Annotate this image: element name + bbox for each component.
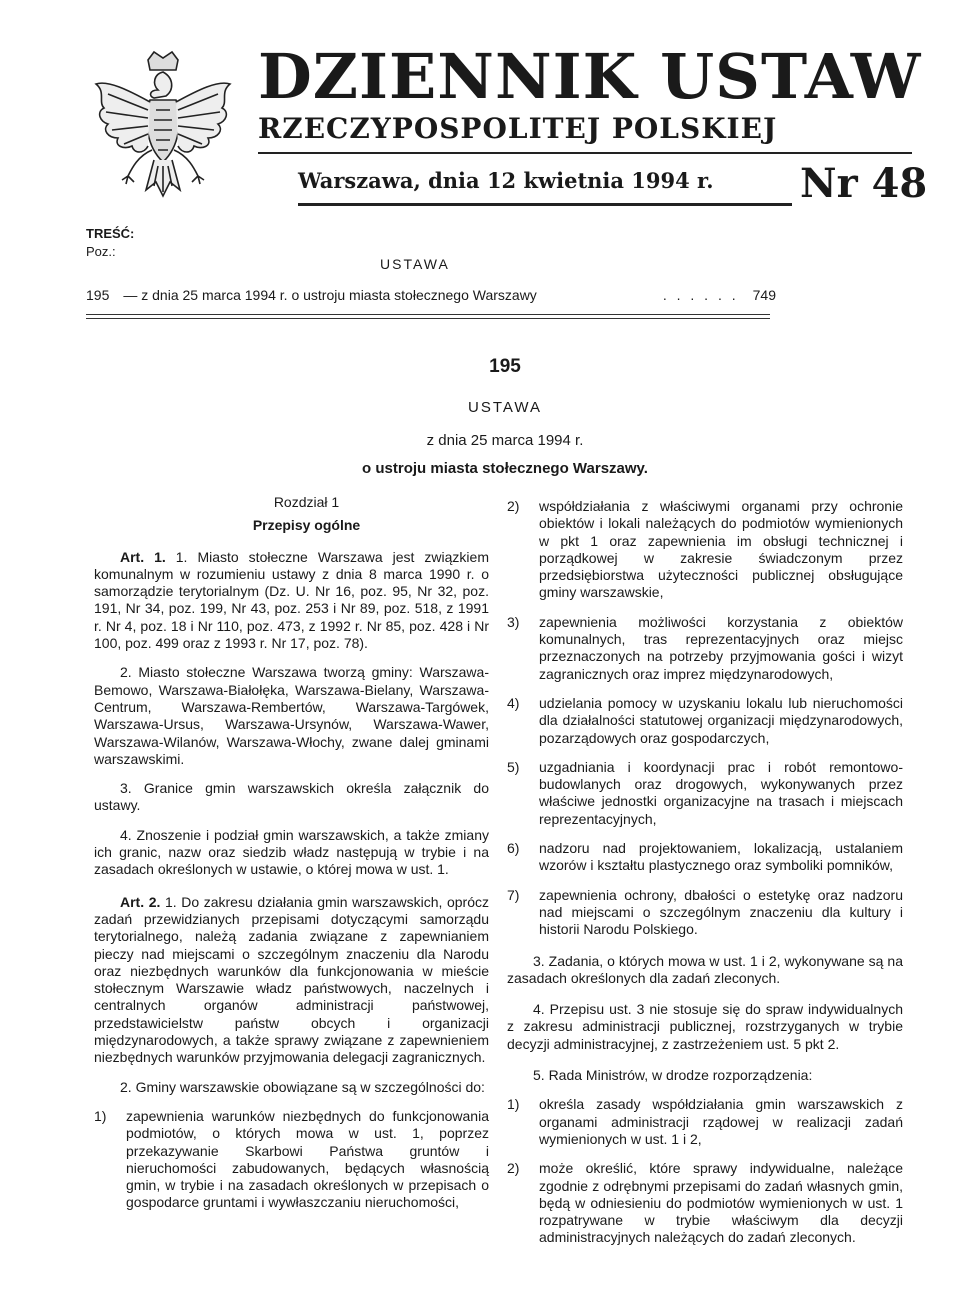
- list-item-number: 1): [507, 1096, 520, 1113]
- polish-eagle-emblem-icon: [88, 50, 238, 210]
- list-item-text: zapewnienia warunków niezbędnych do funkcjonowania podmiotów, o których mowa w ust. 1, poprzez przekazywanie Skarbowi Państwa gruntów i nieruchomości zabudowanych, będących własnością gmin, w trybie i na zasadach określonych w przepisach o gospodarce gruntami i wywłaszczaniu nieruchomości,: [126, 1107, 489, 1211]
- list-item: [507, 840, 903, 875]
- art2-p1-text: 1. Do zakresu działania gmin warszawskich, oprócz zadań przewidzianych przepisami dotyczącymi samorządu terytorialnego, należą zadania związane z zapewnianiem pieczy nad miejscami o szczególnym znaczeniu dla Narodu oraz niezbędnych warunków dla funkcjonowania w mieście stołecznym Warszawie władz państwowych, naczelnych i centralnych organów administracji państwowej, przedstawicielstw państw obcych i organizacji międzynarodowych, a także sprawy związane z zapewnieniem niezbędnych warunków przyjmowania delegacji zagranicznych.: [94, 893, 489, 1066]
- contents-entry-page: 749: [752, 287, 776, 303]
- list-item-text: określa zasady współdziałania gmin warszawskich z organami administracji rządowej w realizacji zadań wymienionych w ust. 1 i 2,: [539, 1096, 903, 1147]
- masthead-subtitle: RZECZYPOSPOLITEJ POLSKIEJ: [258, 112, 778, 145]
- list-item: [507, 887, 903, 939]
- contents-rule-bottom: [86, 318, 770, 319]
- art2-paragraph-5: 5. Rada Ministrów, w drodze rozporządzenia:: [533, 1067, 813, 1084]
- art2-label: Art. 2.: [120, 893, 161, 910]
- act-number: 195: [489, 356, 521, 377]
- issue-date: Warszawa, dnia 12 kwietnia 1994 r.: [298, 168, 714, 193]
- list-item: [94, 1108, 489, 1212]
- list-item: [507, 759, 903, 828]
- list-item: [507, 1096, 903, 1148]
- art2-paragraph-2: 2. Gminy warszawskie obowiązane są w szczególności do:: [120, 1078, 485, 1095]
- contents-entry: [86, 287, 776, 303]
- art1-label: Art. 1.: [120, 548, 166, 565]
- list-item-number: 5): [507, 758, 520, 775]
- list-item-number: 7): [507, 886, 520, 903]
- chapter-label: Rozdział 1: [273, 494, 340, 510]
- list-item-text: może określić, które sprawy indywidualne, należące zgodnie z odrębnymi przepisami do zadań własnych gmin, będą w odniesieniu do podmiotów wymienionych w ust. 1 rozpatrywane w trybie właściwym dla decyzji administracyjnych należących do zadań zleconych.: [539, 1160, 903, 1246]
- contents-entry-number: 195: [86, 287, 110, 303]
- list-item: [507, 614, 903, 683]
- left-column: [94, 494, 489, 1212]
- issue-number: Nr 48: [800, 160, 928, 207]
- list-item: [507, 498, 903, 602]
- act-type: USTAWA: [468, 399, 542, 416]
- art1-paragraph-4: 4. Znoszenie i podział gmin warszawskich, a także zmiany ich granic, nazw oraz siedzib władz następują w trybie i na zasadach określonych w ustawie, o której mowa w ust. 1.: [94, 826, 489, 878]
- contents-entry-text: — z dnia 25 marca 1994 r. o ustroju miasta stołecznego Warszawy: [123, 287, 537, 303]
- list-item-number: 6): [507, 840, 520, 857]
- list-item-text: zapewnienia możliwości korzystania z obiektów komunalnych, tras reprezentacyjnych oraz miejsc przeznaczonych na potrzeby przyjmowania gości i wizyt zagranicznych oraz imprez międzynarodowych,: [539, 613, 903, 682]
- art1-paragraph-3: 3. Granice gmin warszawskich określa załącznik do ustawy.: [94, 780, 489, 814]
- list-item-number: 1): [94, 1107, 107, 1124]
- contents-entry-dots: . . . . . .: [662, 287, 739, 303]
- contents-rule-top: [86, 314, 770, 315]
- list-item-number: 4): [507, 694, 520, 711]
- list-item-text: nadzoru nad projektowaniem, lokalizacją, ustalaniem wzorów i kształtu plastycznego oraz symboliki pomników,: [539, 840, 903, 874]
- list-item-text: współdziałania z właściwymi organami przy ochronie obiektów i lokali należących do podmiotów wymienionych w pkt 1 oraz zapewnienia im obsługi technicznej i porządkowej w zakresie świadczonym przez przedsiębiorstwa użyteczności publicznej obsługujące gminy warszawskie,: [539, 498, 903, 601]
- contents-poz-label: Poz.:: [86, 244, 116, 259]
- list-item-number: 2): [507, 1160, 520, 1177]
- act-title: o ustroju miasta stołecznego Warszawy.: [362, 460, 648, 477]
- list-item-text: uzgadniania i koordynacji prac i robót remontowo-budowlanych oraz drogowych, wykonywanych przez właściwe jednostki organizacyjne na trasach i miejscach reprezentacyjnych,: [539, 758, 903, 827]
- contents-heading: TREŚĆ:: [86, 226, 135, 241]
- list-item-text: zapewnienia ochrony, dbałości o estetykę oraz nadzoru nad miejscami o szczególnym znaczeniu dla kultury i historii Narodu Polskiego.: [539, 886, 903, 938]
- right-column: [507, 498, 903, 1247]
- art1-paragraph-2: 2. Miasto stołeczne Warszawa tworzą gminy: Warszawa-Bemowo, Warszawa-Białołęka, Warszawa-Bielany, Warszawa-Centrum, Warszawa-Rembertów, Warszawa-Targówek, Warszawa-Ursus, Warszawa-Ursynów, Warszawa-Wawer, Warszawa-Wilanów, Warszawa-Włochy, zwane dalej gminami warszawskimi.: [94, 664, 489, 767]
- art1-p1-text: 1. Miasto stołeczne Warszawa jest związkiem komunalnym w rozumieniu ustawy z dnia 8 marca 1990 r. o samorządzie terytorialnym (Dz. U. Nr 16, poz. 95, Nr 32, poz. 191, Nr 34, poz. 199, Nr 43, poz. 253 i Nr 89, poz. 518, z 1991 r. Nr 4, poz. 18 i Nr 110, poz. 473, z 1992 r. Nr 85, poz. 428 i Nr 100, poz. 499 oraz z 1993 r. Nr 17, poz. 78).: [94, 548, 489, 652]
- date-rule: [298, 203, 792, 206]
- masthead-title: DZIENNIK USTAW: [258, 40, 922, 113]
- list-item-number: 2): [507, 498, 520, 514]
- list-item-number: 3): [507, 613, 520, 630]
- list-item: [507, 695, 903, 747]
- art2-paragraph-1: [94, 894, 489, 1067]
- list-item: [507, 1160, 903, 1246]
- chapter-title: Przepisy ogólne: [252, 517, 361, 534]
- contents-section: USTAWA: [380, 256, 450, 272]
- art2-paragraph-4: 4. Przepisu ust. 3 nie stosuje się do spraw indywidualnych z zakresu administracji publicznej, rozstrzyganych w trybie decyzji administracyjnej, z zastrzeżeniem ust. 5 pkt 2.: [507, 1001, 903, 1052]
- act-date: z dnia 25 marca 1994 r.: [426, 432, 584, 449]
- art1-paragraph-1: [94, 549, 489, 653]
- art2-paragraph-3: 3. Zadania, o których mowa w ust. 1 i 2, wykonywane są na zasadach określonych dla zadań zleconych.: [507, 952, 903, 986]
- masthead-rule: [258, 152, 912, 154]
- list-item-text: udzielania pomocy w uzyskaniu lokalu lub nieruchomości dla działalności statutowej organizacji międzynarodowych, pozarządowych oraz gospodarczych,: [539, 694, 903, 746]
